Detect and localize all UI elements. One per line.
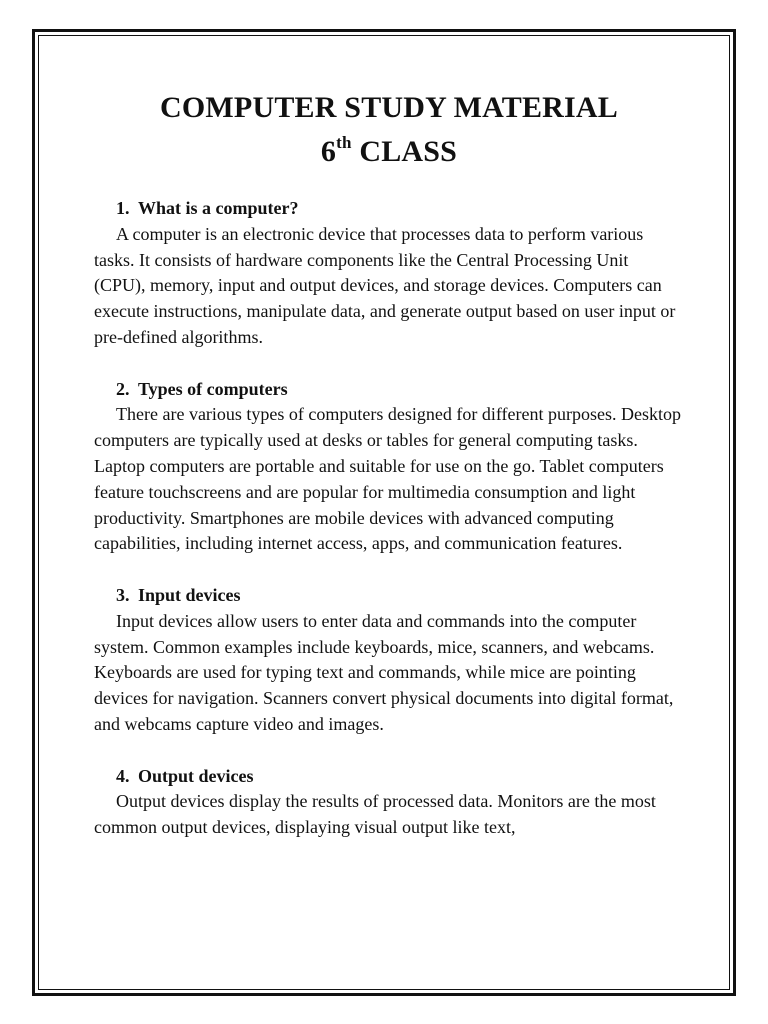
section-heading: [94, 196, 684, 222]
section-number: 2.: [116, 378, 130, 399]
section-number: 3.: [116, 584, 130, 605]
document-content: [94, 86, 684, 867]
section-body: Output devices display the results of processed data. Monitors are the most common output devices, displaying visual output like text,: [94, 791, 656, 838]
section-input-devices: [94, 583, 684, 738]
section-heading: [94, 377, 684, 403]
section-heading: [94, 764, 684, 790]
sections-list: [94, 196, 684, 841]
section-number: 4.: [116, 765, 130, 786]
title-line-1: COMPUTER STUDY MATERIAL: [160, 91, 618, 124]
section-heading: [94, 583, 684, 609]
section-title: Output devices: [138, 765, 254, 786]
section-what-is-a-computer: [94, 196, 684, 351]
document-title: [94, 86, 684, 174]
title-line-2: [321, 135, 457, 168]
section-output-devices: [94, 764, 684, 841]
title-class-word: CLASS: [359, 135, 458, 168]
title-class-number: 6: [320, 135, 337, 168]
section-number: 1.: [116, 198, 130, 218]
section-body: A computer is an electronic device that processes data to perform various tasks. It consists of hardware components like the Central Processing Unit (CPU), memory, input and output devices, and storage devices. Computers can execute instructions, manipulate data, and generate output based on user input or pre-defined algorithms.: [94, 223, 676, 347]
section-title: Types of computers: [138, 378, 288, 399]
section-body: Input devices allow users to enter data and commands into the computer system. Common examples include keyboards, mice, scanners, and webcams. Keyboards are used for typing text and commands, while mice are pointing devices for navigation. Scanners convert physical documents into digital format, and webcams capture video and images.: [94, 610, 674, 734]
section-body: There are various types of computers designed for different purposes. Desktop computers are typically used at desks or tables for general computing tasks. Laptop computers are portable and suitable for use on the go. Tablet computers feature touchscreens and are popular for multimedia consumption and light productivity. Smartphones are mobile devices with advanced computing capabilities, including internet access, apps, and communication features.: [94, 404, 681, 554]
section-title: What is a computer?: [138, 198, 299, 218]
section-title: Input devices: [138, 584, 241, 605]
title-class-suffix: th: [336, 133, 352, 152]
section-types-of-computers: [94, 377, 684, 558]
